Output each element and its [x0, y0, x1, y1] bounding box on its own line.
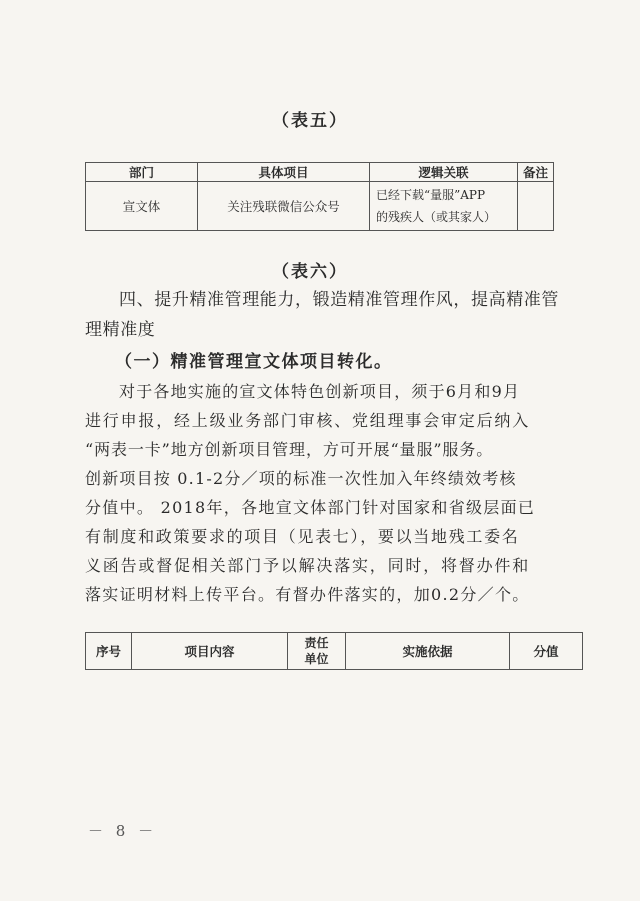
- table5-caption: （表五）: [272, 111, 348, 131]
- paragraph-line: “两表一卡”地方创新项目管理，方可开展“量服”服务。: [85, 440, 494, 459]
- table5-header-dept: 部门: [86, 163, 198, 182]
- table7-header-basis: 实施依据: [346, 633, 510, 670]
- table7-header-content: 项目内容: [132, 633, 288, 670]
- table7-header-score: 分值: [510, 633, 583, 670]
- table7-header-seq: 序号: [86, 633, 132, 670]
- table5-cell-dept: 宣文体: [86, 182, 198, 231]
- table7-header-row: [86, 633, 583, 670]
- table7-header: [85, 632, 583, 670]
- paragraph-line: 进行申报，经上级业务部门审核、党组理事会审定后纳入: [85, 411, 531, 430]
- body-paragraph: [85, 377, 535, 609]
- table5-cell-note: [518, 182, 554, 231]
- paragraph-line: 分值中。 2018年，各地宣文体部门针对国家和省级层面已: [85, 498, 536, 517]
- paragraph-line: 义函告或督促相关部门予以解决落实，同时，将督办件和: [85, 556, 531, 575]
- table5-header-note: 备注: [518, 163, 554, 182]
- table5-header-row: [86, 163, 554, 182]
- table5: [85, 162, 554, 231]
- paragraph-line: 创新项目按 0.1-2分／项的标准一次性加入年终绩效考核: [85, 469, 517, 488]
- paragraph-line: 落实证明材料上传平台。有督办件落实的，加0.2分／个。: [85, 585, 530, 604]
- table7-header-unit-line1: 责任: [304, 636, 329, 650]
- table5-header-project: 具体项目: [198, 163, 370, 182]
- table5-cell-project: 关注残联微信公众号: [198, 182, 370, 231]
- table5-header-logic: 逻辑关联: [370, 163, 518, 182]
- table6-caption: （表六）: [272, 262, 348, 282]
- paragraph-line: 对于各地实施的宣文体特色创新项目，须于6月和9月: [119, 382, 521, 401]
- table5-logic-line2: 的残疾人（或其家人）: [376, 210, 497, 224]
- table-row: [86, 182, 554, 231]
- table5-cell-logic: [370, 182, 518, 231]
- table7-header-unit: [288, 633, 346, 670]
- page-number: － 8 －: [88, 822, 158, 840]
- paragraph-line: 有制度和政策要求的项目（见表七），要以当地残工委名: [85, 527, 520, 546]
- table5-logic-line1: 已经下载“量服”APP: [376, 188, 486, 202]
- table7-header-unit-line2: 单位: [304, 652, 329, 666]
- section4-heading: 四、提升精准管理能力，锻造精准管理作风，提高精准管理精准度: [85, 290, 559, 340]
- subsection1-heading: （一）精准管理宣文体项目转化。: [115, 352, 393, 372]
